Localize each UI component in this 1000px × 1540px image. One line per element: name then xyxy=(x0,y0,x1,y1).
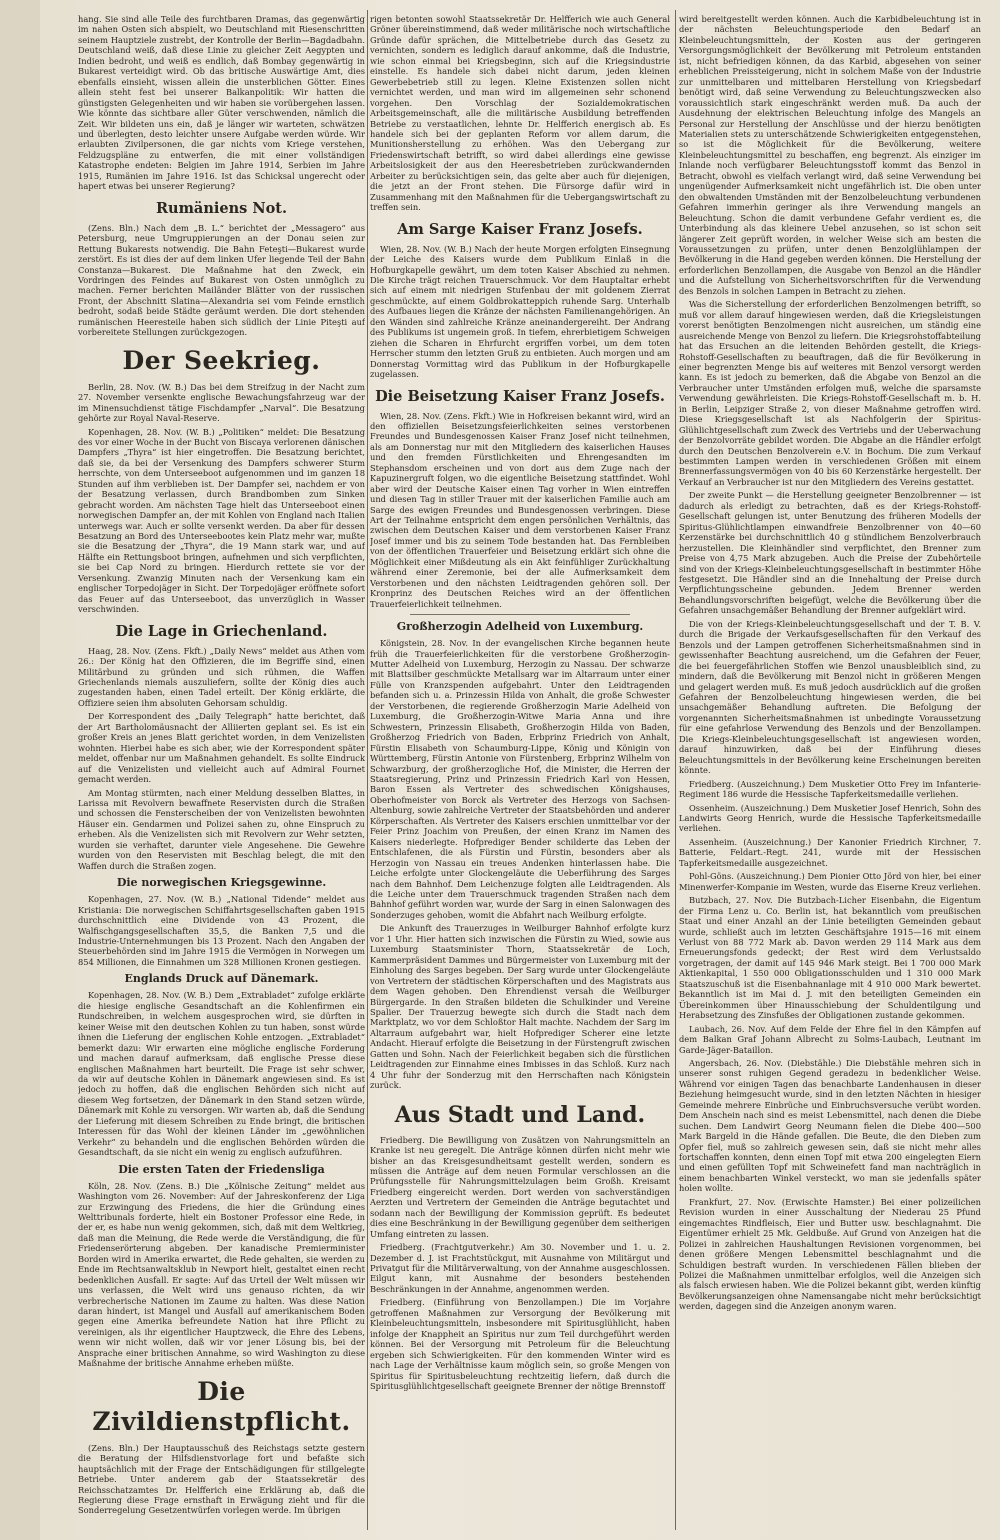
column-1 xyxy=(78,14,365,1532)
article-paragraph: Friedberg. (Frachtgutverkehr.) Am 30. November und 1. u. 2. Dezember d. J. ist Frachtstückgut, mit Ausnahme von Militärgut und Privatgut für die Militärverwaltung, von der Annahme ausgeschlossen. Eilgut kann, mit Ausnahme der besonders bestehenden Beschränkungen in der Annahme, angenommen werden. xyxy=(370,1242,670,1294)
headline-lage-griechenland: Die Lage in Griechenland. xyxy=(115,622,328,640)
article-paragraph: Die von der Kriegs-Kleinbeleuchtungsgesellschaft und der T. B. V. durch die Brigade der Verkaufsgesellschaften für den Verkauf des Benzols und der Lampen getroffenen Sicherheitsmaßnahmen sind in gewissenhafter Beachtung ausreichend, um die Gefahren der Feuer, die bei feuergefährlichen Stoffen wie Benzol unausbleiblich sind, zu mindern, daß die Bevölkerung mit Benzol nicht in größeren Mengen und gelagert werden muß. Es muß jedoch ausdrücklich auf die großen Gefahren der Benzolbeleuchtung hingewiesen werden, die bei unsachgemäßer Behandlung auftreten. Die Befolgung der vorgenannten Sicherheitsmaßnahmen ist unbedingte Voraussetzung für eine gefahrlose Verwendung des Benzols und der Benzollampen. Die Kriegs-Kleinbeleuchtungsgesellschaft ist angewiesen worden, darauf hinzuwirken, daß bei der Einführung dieses Beleuchtungsmittels in der Bevölkerung keine Erscheinungen bereiten könnte. xyxy=(679,618,981,776)
article-paragraph: Königstein, 28. Nov. In der evangelischen Kirche begannen heute früh die Trauerfeierlichkeiten für die verstorbene Großherzogin-Mutter Adelheid von Luxemburg, Herzogin zu Nassau. Der schwarze mit Blattsilber geschmückte Metallsarg war im Altarraum unter einer Fülle von Kranzspenden aufgebahrt. Unter den Leidtragenden befanden sich u. a. Prinzessin Hilda von Anhalt, die große Schwester der Verstorbenen, die regierende Großherzogin Marie Adelheid von Luxemburg, die Großherzogin-Witwe Maria Anna und ihre Schwestern, Prinzessin Elisabeth, Großherzogin Hilda von Baden, Großherzog Friedrich von Baden, Erbprinz Friedrich von Anhalt, Fürstin Elisabeth von Schaumburg-Lippe, König und Königin von Württemberg, Fürstin Antonie von Fürstenberg, Erbprinz Wilhelm von Schwarzburg, der großherzogliche Hof, die Minister, die Herren der Staatsregierung, Prinz und Prinzessin Friedrich Karl von Hessen, Baron Essen als Vertreter des schwedischen Königshauses, Oberhofmeister von Borck als Vertreter des Herzogs von Sachsen-Altenburg, sowie zahlreiche Vertreter der Staatsbehörden und anderer Körperschaften. Als Vertreter des Kaisers erschien unmittelbar vor der Feier Prinz Joachim von Preußen, der einen Kranz im Namen des Kaisers niederlegte. Hofprediger Bender schilderte das Leben der Entschlafenen, die als Fürstin und Fürstin, besonders aber als Herzogin von Nassau ein treues Andenken hinterlassen habe. Die Leiche erfolgte unter Glockengeläute die Ueberführung des Sarges nach dem Bahnhof. Dem Leichenzuge folgten alle Leidtragenden. Als die Leiche unter dem Trauerschmuck tragenden Straßen nach dem Bahnhof geführt worden war, wurde der Sarg in einen Salonwagen des Sonderzuges gehoben, womit die Abfahrt nach Weilburg erfolgte. xyxy=(370,638,670,920)
scan-margin-strip xyxy=(0,0,40,1540)
headline-sarge-kaiser: Am Sarge Kaiser Franz Josefs. xyxy=(397,220,643,238)
article-paragraph: Kopenhagen, 28. Nov. (W. B.) Dem „Extrabladet“ zufolge erklärte die hiesige englische Gesandtschaft an die Kohlenfirmen ein Rundschreiben, in welchem ausgesprochen wird, sie dürften in keiner Weise mit den deutschen Kohlen zu tun haben, sonst würde ihnen die Lieferung der englischen Kohle entzogen. „Extrabladet“ bemerkt dazu: Wir erwarten eine mögliche englische Forderung und machen darauf aufmerksam, daß englische Presse diese englischen Maßnahmen hart beurteilt. Die Frage ist sehr schwer, da wir auf deutsche Kohlen in Dänemark angewiesen sind. Es ist jedoch zu hoffen, daß die englischen Behörden sich nicht auf diesem Weg fortsetzen, der Dänemark in den Stand setzen würde, Dänemark mit Kohle zu versorgen. Wir warten ab, daß die Sendung der Lieferung mit diesem Schreiben zu Ende bringt, die britischen Interessen für das Wohl der kleinen Länder im „gewöhnlichen Verkehr“ zu behandeln und die englischen Behörden würden die Gesandtschaft, da sie nicht ein wenig zu englisch aufzuführen. xyxy=(78,990,365,1158)
article-paragraph: (Zens. Bln.) Nach dem „B. L.“ berichtet der „Messagero“ aus Petersburg, neue Umgruppierungen an der Donau seien zur Rettung Bukarests notwendig. Die Bahn Feteşti—Bukarest wurde zerstört. Es ist dies der auf dem linken Ufer liegende Teil der Bahn Constanza—Bukarest. Die Maßnahme hat den Zweck, ein Vordringen des Feindes auf Bukarest von Osten unmöglich zu machen. Ferner berichten Mailänder Blätter von der russischen Front, der Abschnitt Slatina—Alexandria sei vom Feinde ernstlich bedroht, sodaß beide Städte geräumt werden. Die dort stehenden rumänischen Heeresteile haben sich südlich der Linie Piteşti auf vorbereitete Stellungen zurückgezogen. xyxy=(78,222,365,338)
article-paragraph: Kopenhagen, 28. Nov. (W. B.) „Politiken“ meldet: Die Besatzung des vor einer Woche in der Bucht von Biscaya verlorenen dänischen Dampfers „Thyra“ ist hier eingetroffen. Die Besatzung berichtet, daß sie, da bei der Versenkung des Dampfers schwerer Sturm herrschte, von dem Unterseeboot aufgenommen und im ganzen 18 Stunden auf ihm verblieben ist. Der Dampfer sei, nachdem er von der Besatzung verlassen, durch Brandbomben zum Sinken gebracht worden. Am nächsten Tage hielt das Unterseeboot einen norwegischen Dampfer an, der mit Kohlen von England nach Italien unterwegs war. Auch er sollte versenkt werden. Da aber für dessen Besatzung an Bord des Unterseebootes kein Platz mehr war, mußte sie die Besatzung der „Thyra“, die 19 Mann stark war, und auf Hälfte ein Rettungsboot bringen, aufnehmen und sich verpflichten, sie bei Cap Nord zu bringen. Hierdurch rettete sie vor der Versenkung. Zwanzig Minuten nach der Versenkung kam ein englischer Torpedojäger in Sicht. Der Torpedojäger eröffnete sofort das Feuer auf das Unterseeboot, das unverzüglich in Wasser verschwinden. xyxy=(78,426,365,615)
article-paragraph: Köln, 28. Nov. (Zens. B.) Die „Kölnische Zeitung“ meldet aus Washington vom 26. November: Auf der Jahreskonferenz der Liga zur Erzwingung des Friedens, die hier die Gründung eines Welttribunals forderte, hielt ein Bostoner Professor eine Rede, in der er, es habe nun wenig gekommen, sich, daß mit dem Weltkrieg, daß man die Meinung, die Rede werde die Verständigung, die für Friedenserörterung abgeben. Der kanadische Premierminister Borden wird in Amerika erwartet, die Rede gehalten, sie werden zu Ende im Rechtsanwaltsklub in Newport hielt, gestaltet einen recht bedenklichen Ausfall. Er sagte: Auf das Urteil der Welt müssen wir uns verlassen, die Welt wird uns genauso richten, da wir verbrecherische Nationen im Zaume zu halten. Was diese Nation daran hindert, ist Mangel und Ausfall auf amerikanischem Boden gegen eine Amerika befreundete Nation hat ihre Pflicht zu vereinigen, als ihr eigentlicher Hauptzweck, die Ehre des Lebens, wenn wir nicht wollen, daß wir vor jener Lösung bis, bei der Ansprache einer britischen Annahme, so wird Washington zu diese Maßnahme der britische Annahme erheben müßte. xyxy=(78,1180,365,1369)
divider xyxy=(410,614,630,615)
article-paragraph: Kopenhagen, 27. Nov. (W. B.) „National Tidende“ meldet aus Kristiania: Die norwegischen Schiffahrtsgesellschaften gaben 1915 durchschnittlich eine Dividende von 43 Prozent, die Walfischgangsgesellschaften 35,5, die Banken 7,5 und die Industrie-Unternehmungen bis 13 Prozent. Nach den Angaben der Steuerbehörden sind im Jahre 1915 die Vermögen in Norwegen um 854 Millionen, die Einnahmen um 328 Millionen Kronen gestiegen. xyxy=(78,894,365,967)
local-news-item: Angersbach, 26. Nov. (Diebstähle.) Die Diebstähle mehren sich in unserer sonst ruhigen Gegend geradezu in bedenklicher Weise. Während vor einigen Tagen das benachbarte Landenhausen in dieser Beziehung heimgesucht wurde, sind in den letzten Nächten in hiesiger Gemeinde mehrere Einbrüche und Einbruchsversuche verübt worden. Dem Anschein nach sind es meist Lebensmittel, nach denen die Diebe suchen. Dem Landwirt Georg Neumann fielen die Diebe 400—500 Mark Bargeld in die Hände gefallen. Die Beute, die den Dieben zum Opfer fiel, muß so zahlreich gewesen sein, daß sie nicht mehr alles fortschaffen konnten, denn einen Topf mit etwa 200 eingelegten Eiern und einen gefüllten Topf mit Schweinefett fand man nachträglich in einem benachbarten Winkel versteckt, wo man sie jedenfalls später holen wollte. xyxy=(679,1057,981,1194)
headline-zivildienstpflicht: Die Zivildienstpflicht. xyxy=(92,1376,351,1436)
article-continuation: rigen betonten sowohl Staatssekretär Dr. Helfferich wie auch General Gröner übereinstimmend, daß weder militärische noch wirtschaftliche Gründe dafür sprächen, die Mittelbetriebe durch das Gesetz zu vernichten, sondern es lediglich darauf ankomme, daß die Industrie, wie schon einmal bei Kriegsbeginn, sich auf die Kriegsindustrie einstelle. Es handele sich dabei nicht darum, jeden kleinen Gewerbebetrieb still zu legen. Kleine Existenzen sollen nicht vernichtet werden, und man wird im allgemeinen sehr schonend vorgehen. Den Vorschlag der Sozialdemokratischen Arbeitsgemeinschaft, alle die militärische Ausbildung betreffenden Betriebe zu verstaatlichen, lehnte Dr. Helfferich energisch ab. Es handele sich bei der geplanten Reform vor allem darum, die Munitionsherstellung zu erhöhen. Was den Uebergang zur Friedenswirtschaft betrifft, so wird dabei allerdings eine gewisse Arbeitslosigkeit der aus den Heeresbetrieben zurückwandernden Arbeiter zu berücksichtigen sein, das gelte aber auch für diejenigen, die jetzt an der Front stehen. Die Fürsorge dafür wird in Zusammenhang mit den Maßnahmen für die Uebergangswirtschaft zu treffen sein. xyxy=(370,14,670,213)
headline-friedensliga: Die ersten Taten der Friedensliga xyxy=(118,1162,325,1176)
article-paragraph: Die Ankunft des Trauerzuges in Weilburger Bahnhof erfolgte kurz vor 1 Uhr. Hier hatten sich inzwischen die Fürstin zu Wied, sowie aus Luxemburg Staatsminister Thorn, Staatssekretär de Loch, Kammerpräsident Dammes und Bürgermeister von Luxemburg mit der Einholung des Sarges begeben. Der Sarg wurde unter Glockengeläute von Vertretern der städtischen Körperschaften und des Magistrats aus dem Wagen gehoben. Den Ehrendienst versah die Weilburger Bürgergarde. In den Straßen bildeten die Schulkinder und Vereine Spalier. Der Trauerzug bewegte sich durch die Stadt nach dem Marktplatz, wo vor dem Schloßtor Halt machte. Nachdem der Sarg im Altarraum aufgebahrt war, hielt Hofprediger Scherer eine letzte Andacht. Hierauf erfolgte die Beisetzung in der Fürstengruft zwischen Gatten und Sohn. Nach der Feierlichkeit begaben sich die fürstlichen Leidtragenden zur Einnahme eines Imbisses in das Schloß. Kurz nach 4 Uhr fuhr der Sonderzug mit den Herrschaften nach Königstein zurück. xyxy=(370,923,670,1091)
local-news-item: Frankfurt, 27. Nov. (Erwischte Hamster.) Bei einer polizeilichen Revision wurden in einer Ausschaltung der Niederau 25 Pfund eingemachtes Rindfleisch, Eier und Butter usw. beschlagnahmt. Die Eigentümer erhielt 25 Mk. Geldbuße. Auf Grund von Anzeigen hat die Polizei in zahlreichen Haushaltungen Revisionen vorgenommen, bei denen größere Mengen Lebensmittel beschlagnahmt und die Schuldigen bestraft wurden. In verschiedenen Fällen blieben der Polizei die Maßnahmen unmittelbar erfolglos, weil die Anzeigen sich als falsch erwiesen haben. Wie die Polizei bekannt gibt, werden künftig Bevölkerungsanzeigen ohne Namensangabe nicht mehr berücksichtigt werden, dagegen sind die Anzeigen anonym waren. xyxy=(679,1196,981,1312)
article-paragraph: Berlin, 28. Nov. (W. B.) Das bei dem Streifzug in der Nacht zum 27. November versenkte englische Bewachungsfahrzeug war der im Minensuchdienst tätige Fischdampfer „Narval“. Die Besatzung gehörte zur Royal Naval-Reserve. xyxy=(78,381,365,424)
headline-norwegische-kriegsgewinne: Die norwegischen Kriegsgewinne. xyxy=(116,876,327,890)
article-paragraph: Der Korrespondent des „Daily Telegraph“ hatte berichtet, daß der Art Bartholomäusnacht der Alliierten geplant sei. Es ist ein großer Kreis an jenes Blatt gerichtet worden, in dem Venizelisten wohnten. Hierbei habe es sich aber, wie der Korrespondent später meldet, offenbar nur um Maßnahmen gehandelt. Es sollte Eindruck auf die Venizelisten und vielleicht auch auf Admiral Fournet gemacht werden. xyxy=(78,711,365,785)
article-paragraph: Wien, 28. Nov. (W. B.) Nach der heute Morgen erfolgten Einsegnung der Leiche des Kaisers wurde dem Publikum Einlaß in die Hofburgkapelle gewährt, um dem toten Kaiser Abschied zu nehmen. Die Kirche trägt reichen Trauerschmuck. Vor dem Hauptaltar erhebt sich auf einem mit niedrigen Stufenbau der mit goldenem Zierrat geschmückte, auf einem Goldbrokatteppich ruhende Sarg. Unterhalb des Aufbaues liegen die Kränze der nächsten Familienangehörigen. An den Wänden sind zahlreiche Kränze aneinandergereiht. Der Andrang des Publikums ist ungemein groß. In tiefem, ehrerbietigem Schweigen ziehen die Scharen in Ehrfurcht ergriffen vorbei, um dem toten Herrscher stumm den letzten Gruß zu entbieten. Auch morgen und am Donnerstag Vormittag wird das Publikum in der Hofburgkapelle zugelassen. xyxy=(370,243,670,380)
headline-grossherzogin-adelheid: Großherzogin Adelheid von Luxemburg. xyxy=(396,620,644,634)
column-rule xyxy=(367,10,368,1530)
article-paragraph: Wien, 28. Nov. (Zens. Fkft.) Wie in Hofkreisen bekannt wird, wird an den offiziellen Beisetzungsfeierlichkeiten seines verstorbenen Freundes und Bundesgenossen Kaiser Franz Josef nicht teilnehmen, als am Donnerstag nur mit den Mitgliedern des kaiserlichen Hauses und den fremden Fürstlichkeiten und Ehrengesandten im Stephansdom erscheinen und von dort aus dem Zuge nach der Kapuzinergruft folgen, wo die eigentliche Beisetzung stattfindet. Wohl aber wird der Deutsche Kaiser einen Tag vorher in Wien eintreffen und diesen Tag in stiller Trauer mit der kaiserlichen Familie auch am Sarge des ewigen Freundes und Bundesgenossen verbringen. Diese Art der Teilnahme entspricht dem engen persönlichen Verhältnis, das zwischen dem Deutschen Kaiser und dem verstorbenen Kaiser Franz Josef immer und bis zu seinem Tode bestanden hat. Das Fernbleiben von der öffentlichen Trauerfeier und Beisetzung erklärt sich ohne die Möglichkeit einer Mißdeutung als ein Akt feinfühliger Zurückhaltung während einer Zeremonie, bei der alle Aufmerksamkeit dem Verstorbenen und den nächsten Leidtragenden gehören soll. Der Kronprinz des Deutschen Reiches wird an der öffentlichen Trauerfeierlichkeit teilnehmen. xyxy=(370,410,670,609)
column-2 xyxy=(370,14,670,1532)
article-paragraph: Der zweite Punkt — die Herstellung geeigneter Benzolbrenner — ist dadurch als erledigt zu betrachten, daß es der Kriegs-Rohstoff-Gesellschaft gelungen ist, unter Benutzung des früheren Modells der Spiritus-Glühlichtlampen einwandfreie Benzolbrenner von 40—60 Kerzenstärke bei durchschnittlich 40 g stündlichem Benzolverbrauch herzustellen. Die Kleinhändler sind verpflichtet, den Brenner zum Preise von 4,75 Mark abzugeben. Auch die Preise der Zubehörteile sind von der Kriegs-Kleinbeleuchtungsgesellschaft in bestimmter Höhe festgesetzt. Die Händler sind an die Innehaltung der Preise durch Verpflichtungsscheine gebunden. Jedem Brenner werden Behandlungsvorschriften beigefügt, welche die Bevölkerung über die Gefahren unsachgemäßer Behandlung der Brenner aufgeklärt wird. xyxy=(679,490,981,616)
headline-rumaeniens-not: Rumäniens Not. xyxy=(155,199,288,217)
column-rule xyxy=(675,10,676,1530)
column-3 xyxy=(679,14,981,1532)
article-continuation: wird bereitgestellt werden können. Auch die Karbidbeleuchtung ist in der nächsten Beleuchtungsperiode den Bedarf an Kleinbeleuchtungsmitteln, der Kosten aus der geringeren Versorgungsmöglichkeit der Bevölkerung mit Petroleum entstanden ist, nicht befriedigen können, da das Karbid, abgesehen von seiner erheblichen Preissteigerung, nicht in solchem Maße von der Industrie zur unmittelbaren und mittelbaren Herstellung von Kriegsbedarf benötigt wird, daß seine Verwendung zu Beleuchtungszwecken also voraussichtlich stark eingeschränkt werden muß. Da auch der Ausdehnung der elektrischen Beleuchtung infolge des Mangels an Personal zur Herstellung der Anschlüsse und der hierzu benötigten Materialien stets zu unterschätzende Schwierigkeiten entgegenstehen, so ist die Möglichkeit für die Bevölkerung, weitere Kleinbeleuchtungsmittel zu beschaffen, eng begrenzt. Als einziger im Inlande noch verfügbarer Beleuchtungsstoff kommt das Benzol in Betracht, obwohl es vielfach verlangt wird, daß seine Verwendung bei ungenügender Aufmerksamkeit nicht ungefährlich ist. Die oben unter den obwaltenden Umständen mit der Benzolbeleuchtung verbundenen Gefahren immerhin geringer als ihre Verwendung mangels an Beleuchtung. Schon die damit verbundene Gefahr verdient es, die Unterbindung als das kleinere Uebel anzusehen, so ist schon seit längerer Zeit geprüft worden, in welcher Weise sich am besten die Voraussetzungen zu prüfen, unter denen Benzolglühlampen der Bevölkerung in die Hand gegeben werden können. Die Herstellung der erforderlichen Benzollampen, die Ausgabe von Benzol an die Händler und die Aufstellung von Sicherheitsvorschriften für die Verwendung des Benzols in solchen Lampen in Betracht zu ziehen. xyxy=(679,14,981,296)
article-paragraph: Friedberg. (Einführung von Benzollampen.) Die im Vorjahre getroffenen Maßnahmen zur Versorgung der Bevölkerung mit Kleinbeleuchtungsmitteln, insbesondere mit Spiritusglühlicht, haben infolge der Knappheit an Spiritus nur zum Teil durchgeführt werden können. Bei der Versorgung mit Petroleum für die Beleuchtung ergeben sich Schwierigkeiten. Für den kommenden Winter wird es nach Lage der Verhältnisse kaum möglich sein, so große Mengen von Spiritus für Spiritusbeleuchtung rechtzeitig liefern, daß durch die Spiritusglühlichtgesellschaft geeignete Brenner der nötige Brennstoff xyxy=(370,1297,670,1392)
local-news-item: Friedberg. (Auszeichnung.) Dem Musketier Otto Frey im Infanterie-Regiment 186 wurde die Hessische Tapferkeitsmedaille verliehen. xyxy=(679,778,981,800)
article-paragraph: Was die Sicherstellung der erforderlichen Benzolmengen betrifft, so muß vor allem darauf hingewiesen werden, daß die Kriegsleistungen vorerst benötigten Benzolmengen nicht ausreichen, um ständig eine ausreichende Menge von Benzol zu liefern. Die Kriegsrohstoffabteilung hat das Ersuchen an die leitenden Behörden gestellt, die Kriegs-Rohstoff-Gesellschaften zu beauftragen, daß die für Bevölkerung in einer begrenzten Menge bis auf weiteres mit Benzol versorgt werden kann. Es ist jedoch zu bemerken, daß die Abgabe von Benzol an die Verbraucher unter Umständen erfolgen muß, welche die sparsamste Verwendung gewährleisten. Die Kriegs-Rohstoff-Gesellschaft m. b. H. in Berlin, Leipziger Straße 2, von dieser Maßnahme getroffen wird. Diese Kriegsgesellschaft ist als Nachfolgerin der Spiritus-Glühlichtgesellschaft zum Zweck des Vertriebs und der Ueberwachung der Benzolvorräte gebildet worden. Die Abgabe an die Händler erfolgt durch den Deutschen Benzolverein e.V. in Bochum. Die zum Verkauf bestimmten Lampen werden in verschiedenen Größen mit einem Brennerfassungsvermögen von 40 bis 60 Kerzenstärke hergestellt. Der Verkauf an Verbraucher ist nur den Mitgliedern des Vereins gestattet. xyxy=(679,299,981,487)
article-continuation: hang. Sie sind alle Teile des furchtbaren Dramas, das gegenwärtig im nahen Osten sich abspielt, wo Deutschland mit Riesenschritten seinem Hauptziele zustrebt, der Kontrolle der Berlin—Bagdadbahn. Deutschland weiß, daß diese Linie zu gleicher Zeit Aegypten und Indien bedroht, und weiß es endlich, daß Bombay gegenwärtig in Bukarest verteidigt wird. Ob das britische Auswärtige Amt, dies ebenfalls einsieht, wissen allein die unsterblichen Götter. Eines allein steht fest bei unserer Balkanpolitik: Wir hatten die günstigsten Gelegenheiten und wir haben sie vorübergehen lassen. Wie könnte das sichtbare aller Güter verschwenden, nämlich die Zeit. Wir bildeten uns ein, daß je länger wir warteten, schwätzen und überlegten, desto leichter unsere Aufgabe werden würde. Wir erlaubten Zivilpersonen, die gar nichts vom Kriege verstehen, Feldzugspläne zu entwerfen, die mit einer vollständigen Katastrophe endeten: Belgien im Jahre 1914, Serbien im Jahre 1915, Rumänien im Jahre 1916. Ist das Schicksal ungerecht oder hapert etwas bei unserer Regierung? xyxy=(78,14,365,192)
local-news-item: Assenheim. (Auszeichnung.) Der Kanonier Friedrich Kirchner, 7. Batterie, Feldart.-Regt. 241, wurde mit der Hessischen Tapferkeitsmedaille ausgezeichnet. xyxy=(679,836,981,868)
local-news-item: Ossenheim. (Auszeichnung.) Dem Musketier Josef Henrich, Sohn des Landwirts Georg Henrich, wurde die Hessische Tapferkeitsmedaille verliehen. xyxy=(679,802,981,834)
headline-beisetzung: Die Beisetzung Kaiser Franz Josefs. xyxy=(375,387,665,405)
article-paragraph: Friedberg. Die Bewilligung von Zusätzen von Nahrungsmitteln an Kranke ist neu geregelt. Die Anträge können dürfen nicht mehr wie bisher an das Kreisgesundheitsamt gestellt werden, sondern es müssen die Anträge auf dem neuen Formular verschlossen an die Prüfungsstelle für Nahrungsmittelzulagen beim Großh. Kreisamt Friedberg eingereicht werden. Dort werden von sachverständigen Aerzten und Vertretern der Gemeinden die Anträge begutachtet und sodann nach der Bewilligung der Kommission geprüft. Es bedeutet dies eine Beschränkung in der Bewilligung gegenüber dem seitherigen Umfang eintreten zu lassen. xyxy=(370,1134,670,1239)
local-news-item: Pohl-Göns. (Auszeichnung.) Dem Pionier Otto Jörd von hier, bei einer Minenwerfer-Kompanie im Westen, wurde das Eiserne Kreuz verliehen. xyxy=(679,871,981,892)
local-news-item: Butzbach, 27. Nov. Die Butzbach-Licher Eisenbahn, die Eigentum der Firma Lenz u. Co. Berlin ist, hat bekanntlich vom preußischen Staat und einer Anzahl an der Linie beteiligten Gemeinden gebaut wurde, schließt auch im letzten Geschäftsjahre 1915—16 mit einem Verlust von 88 772 Mark ab. Davon werden 29 114 Mark aus dem Erneuerungsfonds gedeckt; der Rest wird dem Verlustsaldo vorgetragen, der damit auf 145 946 Mark steigt. Bei 1 700 000 Mark Aktienkapital, 1 550 000 Obligationsschulden und 1 310 000 Mark Staatszuschuß ist die Eisenbahnanlage mit 4 910 000 Mark bewertet. Bekanntlich ist im Mai d. J. mit den beteiligten Gemeinden ein Übereinkommen über Hinausschiebung der Schuldentilgung und Herabsetzung des Zinsfußes der Obligationen zustande gekommen. xyxy=(679,895,981,1021)
headline-aus-stadt-und-land: Aus Stadt und Land. xyxy=(394,1101,646,1128)
article-paragraph: Am Montag stürmten, nach einer Meldung desselben Blattes, in Larissa mit Revolvern bewaffnete Reservisten durch die Straßen und schossen die Fensterscheiben der von Venizelisten bewohnten Häuser ein. Gendarmen und Polizei sahen zu, ohne Einspruch zu erheben. Als die Venizelisten sich mit Revolvern zur Wehr setzten, wurden sie verhaftet, darunter viele Angesehene. Die Gewehre wurden von den Reservisten mit Beschlag belegt, die mit den Waffen durch die Straßen zogen. xyxy=(78,787,365,871)
headline-englands-druck: Englands Druck auf Dänemark. xyxy=(124,972,319,986)
local-news-item: Laubach, 26. Nov. Auf dem Felde der Ehre fiel in den Kämpfen auf dem Balkan Graf Johann Albrecht zu Solms-Laubach, Leutnant im Garde-Jäger-Bataillon. xyxy=(679,1023,981,1055)
article-paragraph: Haag, 28. Nov. (Zens. Fkft.) „Daily News“ meldet aus Athen vom 26.: Der König hat den Offizieren, die im Begriffe sind, einen Militärbund zu gründen und sich rühmen, die Waffen Griechenlands niemals auszuliefern, sollte der König dies auch zugestanden haben, einen Tadel erteilt. Der König erklärte, die Offiziere seien ihm absoluten Gehorsam schuldig. xyxy=(78,645,365,708)
headline-seekrieg: Der Seekrieg. xyxy=(122,345,321,375)
article-paragraph: (Zens. Bln.) Der Hauptausschuß des Reichstags setzte gestern die Beratung der Hilfsdienstvorlage fort und befaßte sich hauptsächlich mit der Frage der Entschädigungen für stillgelegte Betriebe. Unter anderem gab der Staatssekretär des Reichsschatzamtes Dr. Helfferich eine Erklärung ab, daß die Regierung diese Frage ernsthaft in Erwägung zieht und für die Sonderregelung Gesetzentwürfen vorlegen werde. Im übrigen xyxy=(78,1442,365,1516)
